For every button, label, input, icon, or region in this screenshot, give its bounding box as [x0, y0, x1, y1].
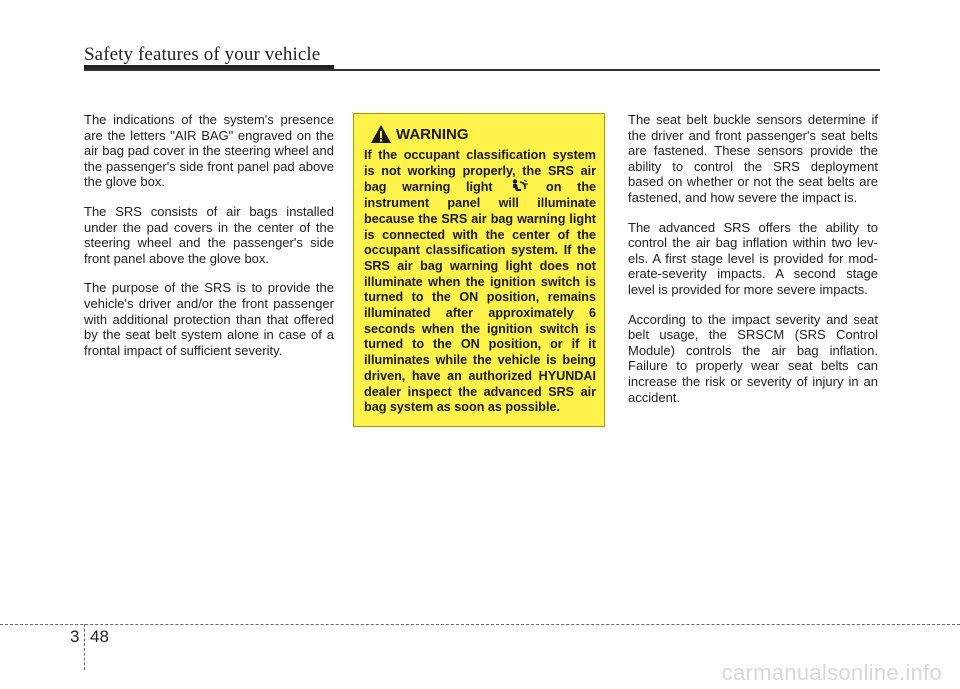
page-header-title: Safety features of your vehicle [84, 44, 321, 65]
right-paragraph-3: According to the impact severity and seat belt usage, the SRSCM (SRS Control Module) controls the air bag inflation. Failure to properly wear seat belts can increase the risk or severity of injury in an accident. [628, 311, 878, 405]
warning-text-part-1: If the occupant classification system is not working properly, the SRS air bag warning light [364, 148, 596, 195]
chapter-number: 3 [70, 627, 80, 646]
left-column [84, 112, 334, 372]
warning-text [364, 148, 596, 416]
right-column [628, 112, 878, 419]
airbag-warning-light-icon [510, 179, 528, 193]
page-number: 48 [90, 627, 109, 646]
left-paragraph-1: The indications of the system's presence are the letters "AIR BAG" engraved on the air bag pad cover in the steering wheel and the passenger's side front panel pad above the glove box. [84, 112, 334, 190]
warning-text-part-2: on the instrument panel will illuminate because the SRS air bag warning light is connected with the center of the occupant classification system. If the SRS air bag warning light does not illuminate when the ignition switch is turned to the ON position, remains illuminated after approximately 6 seconds when the ignition switch is turned to the ON position, or if it illuminates while the vehicle is being driven, have an authorized HYUNDAI dealer inspect the advanced SRS air bag system as soon as possible. [364, 180, 597, 415]
warning-triangle-icon [370, 124, 392, 144]
left-paragraph-3: The purpose of the SRS is to provide the vehicle's driver and/or the front passenger with additional protection than that offered by the seat belt system alone in case of a frontal impact of sufficient severity. [84, 280, 334, 358]
warning-box [353, 113, 605, 427]
footer-divider [84, 624, 85, 670]
header-rule [84, 69, 880, 71]
warning-title: WARNING [396, 125, 469, 143]
right-paragraph-2: The advanced SRS offers the ability to control the air bag inflation within two levels. A first stage level is provided for moderate-severity impacts. A second stage level is provided for more severe impacts. [628, 219, 878, 297]
watermark: carmanualsonline.info [721, 660, 942, 685]
left-paragraph-2: The SRS consists of air bags installed under the pad covers in the center of the steering wheel and the passenger's side front panel above the glove box. [84, 203, 334, 266]
footer-rule [0, 624, 960, 625]
warning-header [370, 124, 596, 144]
right-paragraph-1: The seat belt buckle sensors determine if the driver and front passenger's seat belts are fastened. These sensors provide the ability to control the SRS deployment based on whether or not the seat belts are fastened, and how severe the impact is. [628, 112, 878, 205]
